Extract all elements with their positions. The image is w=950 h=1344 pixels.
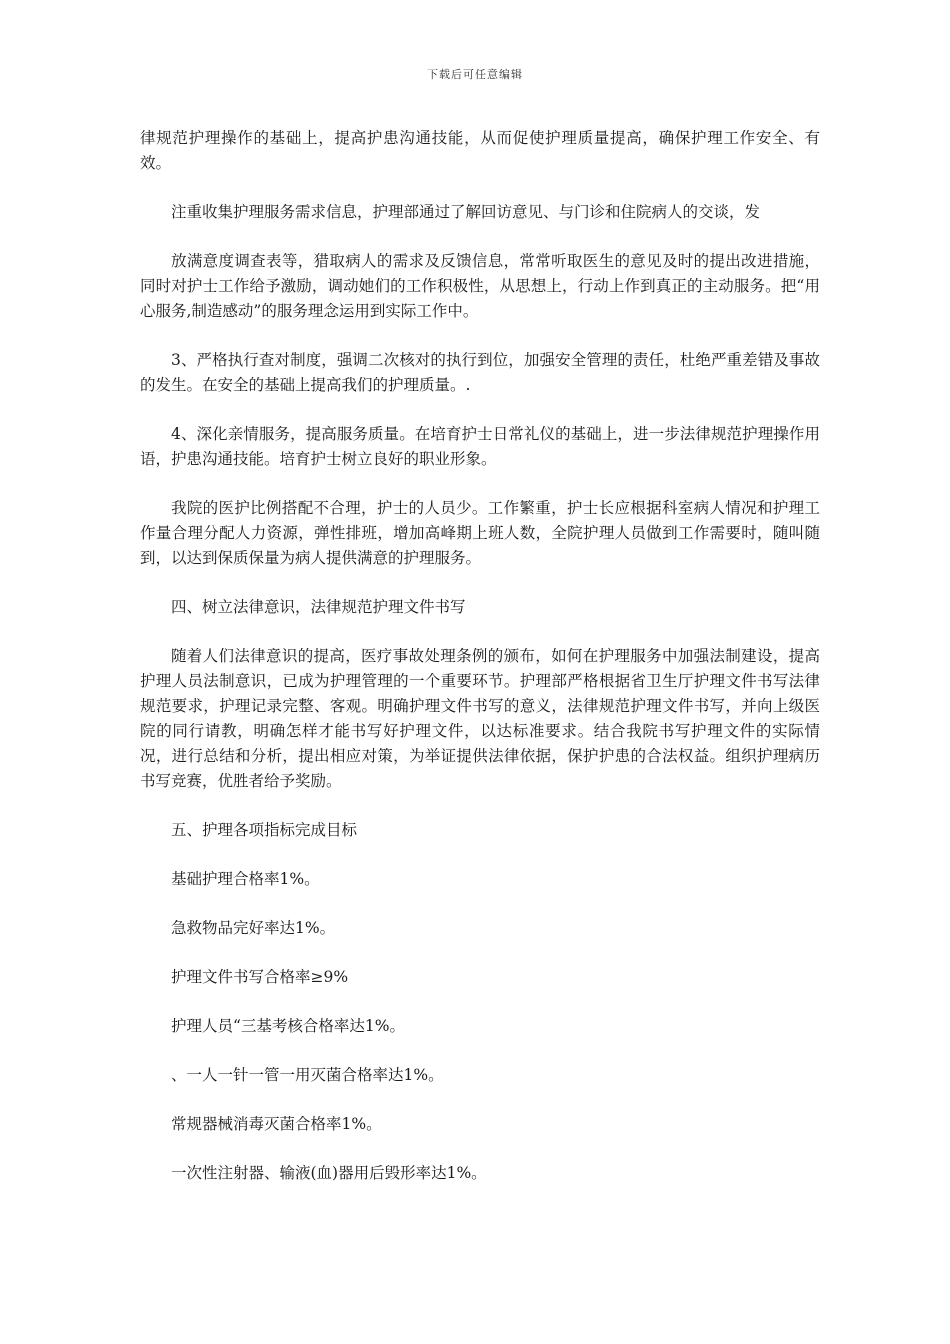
list-item: 护理文件书写合格率≥9% xyxy=(171,968,349,986)
paragraph: 放满意度调查表等，猎取病人的需求及反馈信息，常常听取医生的意见及时的提出改进措施，同时对护士工作给予激励，调动她们的工作积极性，从思想上，行动上作到真正的主动服务。把“用心服务,制造感动”的服务理念运用到实际工作中。 xyxy=(140,252,820,320)
paragraph: 4、深化亲情服务，提高服务质量。在培育护士日常礼仪的基础上，进一步法律规范护理操作用语，护患沟通技能。培育护士树立良好的职业形象。 xyxy=(140,425,820,468)
list-item: 一次性注射器、输液(血)器用后毁形率达1%。 xyxy=(171,1164,487,1182)
list-item: 常规器械消毒灭菌合格率1%。 xyxy=(171,1115,382,1133)
paragraph: 我院的医护比例搭配不合理，护士的人员少。工作繁重，护士长应根据科室病人情况和护理工作量合理分配人力资源，弹性排班，增加高峰期上班人数，全院护理人员做到工作需要时，随叫随到，以达到保质保量为病人提供满意的护理服务。 xyxy=(140,499,820,567)
paragraph: 3、严格执行查对制度，强调二次核对的执行到位，加强安全管理的责任，杜绝严重差错及事故的发生。在安全的基础上提高我们的护理质量。. xyxy=(140,351,820,394)
paragraph: 随着人们法律意识的提高，医疗事故处理条例的颁布，如何在护理服务中加强法制建设，提高护理人员法制意识，已成为护理管理的一个重要环节。护理部严格根据省卫生厅护理文件书写法律规范要求，护理记录完整、客观。明确护理文件书写的意义，法律规范护理文件书写，并向上级医院的同行请教，明确怎样才能书写好护理文件，以达标准要求。结合我院书写护理文件的实际情况，进行总结和分析，提出相应对策，为举证提供法律依据，保护护患的合法权益。组织护理病历书写竞赛，优胜者给予奖励。 xyxy=(140,647,820,790)
document-body xyxy=(140,126,820,1210)
paragraph: 注重收集护理服务需求信息，护理部通过了解回访意见、与门诊和住院病人的交谈，发 xyxy=(171,203,761,221)
section-heading: 四、树立法律意识，法律规范护理文件书写 xyxy=(171,598,466,616)
section-heading: 五、护理各项指标完成目标 xyxy=(171,821,358,839)
list-item: 基础护理合格率1%。 xyxy=(171,870,320,888)
list-item: 护理人员“三基考核合格率达1%。 xyxy=(171,1017,406,1035)
paragraph: 律规范护理操作的基础上，提高护患沟通技能，从而促使护理质量提高，确保护理工作安全、有效。 xyxy=(140,129,820,172)
page-header: 下载后可任意编辑 xyxy=(427,68,523,81)
list-item: 急救物品完好率达1%。 xyxy=(171,919,336,937)
list-item: 、一人一针一管一用灭菌合格率达1%。 xyxy=(171,1066,444,1084)
